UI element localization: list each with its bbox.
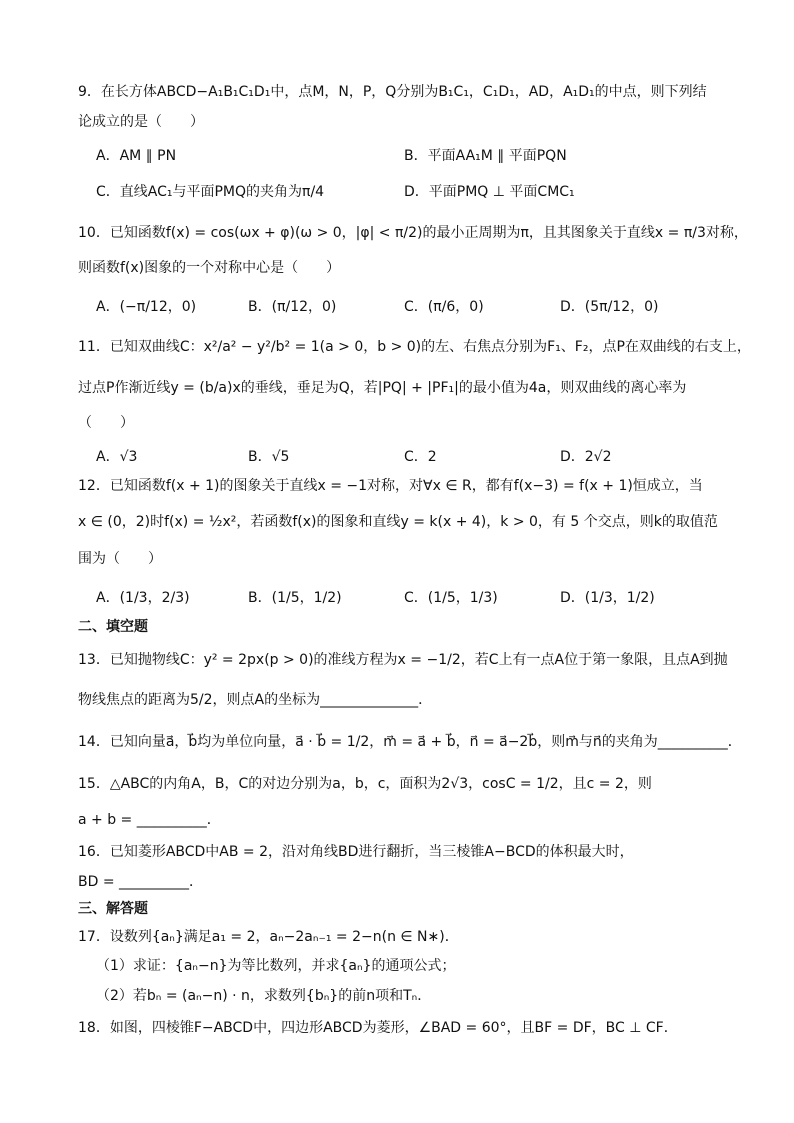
q12-option-b: B．(1/5，1/2) [248,590,342,606]
q9-stem-line1: 9．在长方体ABCD−A₁B₁C₁D₁中，点M，N，P，Q分别为B₁C₁，C₁D₁，AD，A₁D₁的中点，则下列结 [78,84,707,100]
q17-part2: （2）若bₙ = (aₙ−n) · n，求数列{bₙ}的前n项和Tₙ． [96,988,432,1004]
q12-option-c: C．(1/5，1/3) [404,590,498,606]
q10-stem-line1: 10．已知函数f(x) = cos(ωx + φ)(ω > 0，|φ| < π/2)的最小正周期为π，且其图象关于直线x = π/3对称， [78,225,748,241]
q17-stem-line1: 17．设数列{aₙ}满足a₁ = 2，aₙ−2aₙ₋₁ = 2−n(n ∈ N∗)． [78,929,459,945]
q18-stem-line1: 18．如图，四棱锥F−ABCD中，四边形ABCD为菱形，∠BAD = 60°，且BF = DF，BC ⊥ CF． [78,1020,678,1036]
q11-stem-line1: 11．已知双曲线C：x²/a² − y²/b² = 1(a > 0，b > 0)的左、右焦点分别为F₁、F₂，点P在双曲线的右支上， [78,339,751,355]
q11-stem-line3: （ ） [78,415,134,431]
q16-stem-line1: 16．已知菱形ABCD中AB = 2，沿对角线BD进行翻折，当三棱锥A−BCD的体积最大时， [78,844,634,860]
q13-stem-line1: 13．已知抛物线C：y² = 2px(p > 0)的准线方程为x = −1/2，若C上有一点A位于第一象限，且点A到抛 [78,652,728,668]
q12-stem-line3: 围为（ ） [78,551,162,567]
q17-part1: （1）求证：{aₙ−n}为等比数列，并求{aₙ}的通项公式； [96,958,456,974]
section-heading-fill-in: 二、填空题 [78,619,148,635]
q11-option-c: C．2 [404,449,437,465]
q9-option-b: B．平面AA₁M ∥ 平面PQN [404,148,567,164]
q10-option-c: C．(π/6，0) [404,299,484,315]
q16-stem-line2: BD = __________． [78,874,204,890]
q11-option-b: B．√5 [248,449,290,465]
q9-stem-line2: 论成立的是（ ） [78,114,204,130]
q10-stem-line2: 则函数f(x)图象的一个对称中心是（ ） [78,260,341,276]
q12-stem-line2: x ∈ (0，2)时f(x) = ½x²，若函数f(x)的图象和直线y = k(x + 4)，k > 0，有 5 个交点，则k的取值范 [78,514,718,530]
q13-stem-line2: 物线焦点的距离为5/2，则点A的坐标为______________． [78,692,433,708]
q10-option-b: B．(π/12，0) [248,299,337,315]
q11-option-d: D．2√2 [560,449,612,465]
q11-stem-line2: 过点P作渐近线y = (b/a)x的垂线，垂足为Q，若|PQ| + |PF₁|的最小值为4a，则双曲线的离心率为 [78,380,687,396]
section-heading-solutions: 三、解答题 [78,901,148,917]
q15-stem-line2: a + b = __________． [78,812,221,828]
q15-stem-line1: 15．△ABC的内角A，B，C的对边分别为a，b，c，面积为2√3，cosC = 1/2，且c = 2，则 [78,776,652,792]
q9-option-d: D．平面PMQ ⊥ 平面CMC₁ [404,184,575,200]
q10-option-a: A．(−π/12，0) [96,299,197,315]
q9-option-c: C．直线AC₁与平面PMQ的夹角为π/4 [96,184,325,200]
q12-option-d: D．(1/3，1/2) [560,590,655,606]
q9-option-a: A．AM ∥ PN [96,148,177,164]
q10-option-d: D．(5π/12，0) [560,299,659,315]
q12-option-a: A．(1/3，2/3) [96,590,190,606]
q14-stem-line1: 14．已知向量a⃗，b⃗均为单位向量，a⃗ · b⃗ = 1/2，m⃗ = a⃗ + b⃗，n⃗ = a⃗−2b⃗，则m⃗与n⃗的夹角为__________． [78,734,742,750]
q11-option-a: A．√3 [96,449,138,465]
q12-stem-line1: 12．已知函数f(x + 1)的图象关于直线x = −1对称，对∀x ∈ R，都有f(x−3) = f(x + 1)恒成立，当 [78,478,703,494]
